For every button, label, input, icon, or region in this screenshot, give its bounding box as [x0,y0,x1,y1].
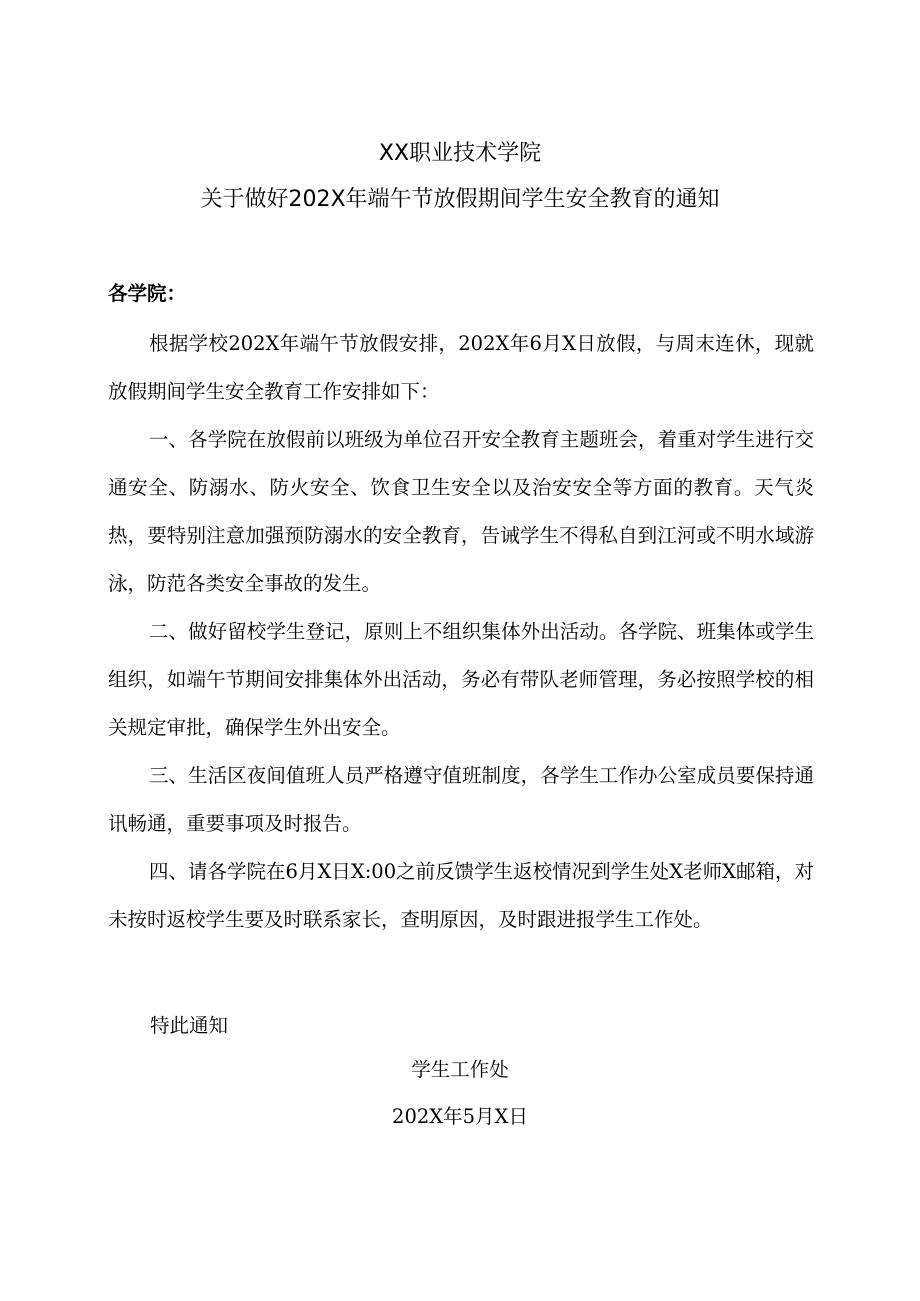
paragraph-item-2: 二、做好留校学生登记，原则上不组织集体外出活动。各学院、班集体或学生组织，如端午节期间安排集体外出活动，务必有带队老师管理，务必按照学校的相关规定审批，确保学生外出安全。 [108,620,814,739]
notice-body [108,320,814,944]
document-institution-title: XX职业技术学院 [378,141,542,166]
paragraph-item-1: 一、各学院在放假前以班级为单位召开安全教育主题班会，着重对学生进行交通安全、防溺水、防火安全、饮食卫生安全以及治安安全等方面的教育。天气炎热，要特别注意加强预防溺水的安全教育，告诫学生不得私自到江河或不明水域游泳，防范各类安全事故的发生。 [108,428,814,595]
closing-remark: 特此通知 [150,1014,229,1037]
signature-organization: 学生工作处 [411,1058,509,1081]
signature-date: 202X年5月X日 [392,1105,528,1128]
salutation: 各学院： [108,282,187,305]
paragraph-item-3: 三、生活区夜间值班人员严格遵守值班制度，各学生工作办公室成员要保持通讯畅通，重要事项及时报告。 [108,764,814,835]
paragraph-intro: 根据学校202X年端午节放假安排，202X年6月X日放假，与周末连休，现就放假期间学生安全教育工作安排如下： [108,332,814,403]
paragraph-item-4: 四、请各学院在6月X日X:00之前反馈学生返校情况到学生处X老师X邮箱，对未按时返校学生要及时联系家长，查明原因，及时跟进报学生工作处。 [108,860,814,931]
document-subject-title: 关于做好202X年端午节放假期间学生安全教育的通知 [200,187,720,212]
